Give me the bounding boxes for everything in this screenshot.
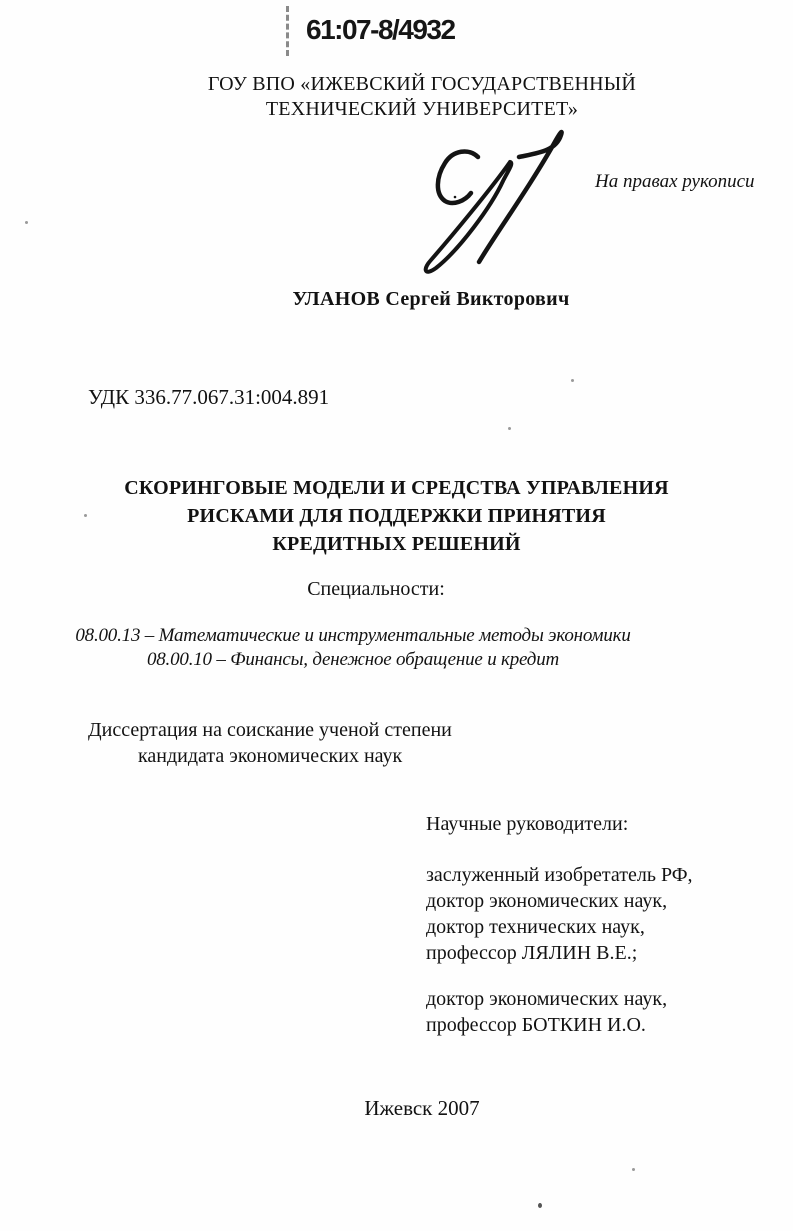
scan-speck bbox=[508, 427, 511, 430]
author-name: УЛАНОВ Сергей Викторович bbox=[292, 288, 570, 310]
stamp-number: 61:07-8/4932 bbox=[306, 14, 455, 45]
specialties-label: Специальности: bbox=[307, 578, 445, 600]
supervisor2-degree: доктор экономических наук, bbox=[426, 988, 668, 1010]
supervisor-entry bbox=[426, 986, 667, 1038]
supervisor1-degree2: доктор технических наук, bbox=[426, 916, 645, 938]
university-name-line2: ТЕХНИЧЕСКИЙ УНИВЕРСИТЕТ» bbox=[265, 98, 579, 120]
scan-speck bbox=[25, 221, 28, 224]
manuscript-note: На правах рукописи bbox=[595, 171, 755, 192]
supervisors-label: Научные руководители: bbox=[426, 813, 629, 835]
supervisor1-name: профессор ЛЯЛИН В.Е.; bbox=[426, 942, 638, 964]
scan-speck bbox=[538, 1203, 542, 1208]
university-name-line1: ГОУ ВПО «ИЖЕВСКИЙ ГОСУДАРСТВЕННЫЙ bbox=[207, 73, 637, 95]
stamp-dashed-line bbox=[286, 6, 289, 56]
udc-code: УДК 336.77.067.31:004.891 bbox=[88, 385, 330, 409]
scan-speck bbox=[571, 379, 574, 382]
dissertation-title-line2: РИСКАМИ ДЛЯ ПОДДЕРЖКИ ПРИНЯТИЯ bbox=[187, 505, 606, 527]
scan-speck bbox=[84, 514, 87, 517]
dissertation-type-line2: кандидата экономических наук bbox=[138, 745, 403, 767]
specialties-list bbox=[0, 624, 706, 672]
supervisor2-name: профессор БОТКИН И.О. bbox=[426, 1014, 646, 1036]
city-year: Ижевск 2007 bbox=[364, 1096, 480, 1120]
supervisor1-title: заслуженный изобретатель РФ, bbox=[426, 864, 693, 886]
dissertation-title-line3: КРЕДИТНЫХ РЕШЕНИЙ bbox=[272, 533, 521, 555]
supervisor1-degree1: доктор экономических наук, bbox=[426, 890, 668, 912]
supervisor-entry bbox=[426, 862, 693, 966]
university-name bbox=[50, 72, 793, 122]
dissertation-title-line1: СКОРИНГОВЫЕ МОДЕЛИ И СРЕДСТВА УПРАВЛЕНИЯ bbox=[124, 477, 669, 499]
signature bbox=[403, 127, 573, 289]
dissertation-type bbox=[88, 717, 452, 769]
specialty-item: 08.00.13 – Математические и инструментальные методы экономики bbox=[75, 625, 631, 646]
dissertation-title bbox=[0, 474, 793, 558]
scan-speck bbox=[632, 1168, 635, 1171]
dissertation-type-line1: Диссертация на соискание ученой степени bbox=[88, 719, 452, 741]
specialty-item: 08.00.10 – Финансы, денежное обращение и кредит bbox=[146, 649, 560, 670]
